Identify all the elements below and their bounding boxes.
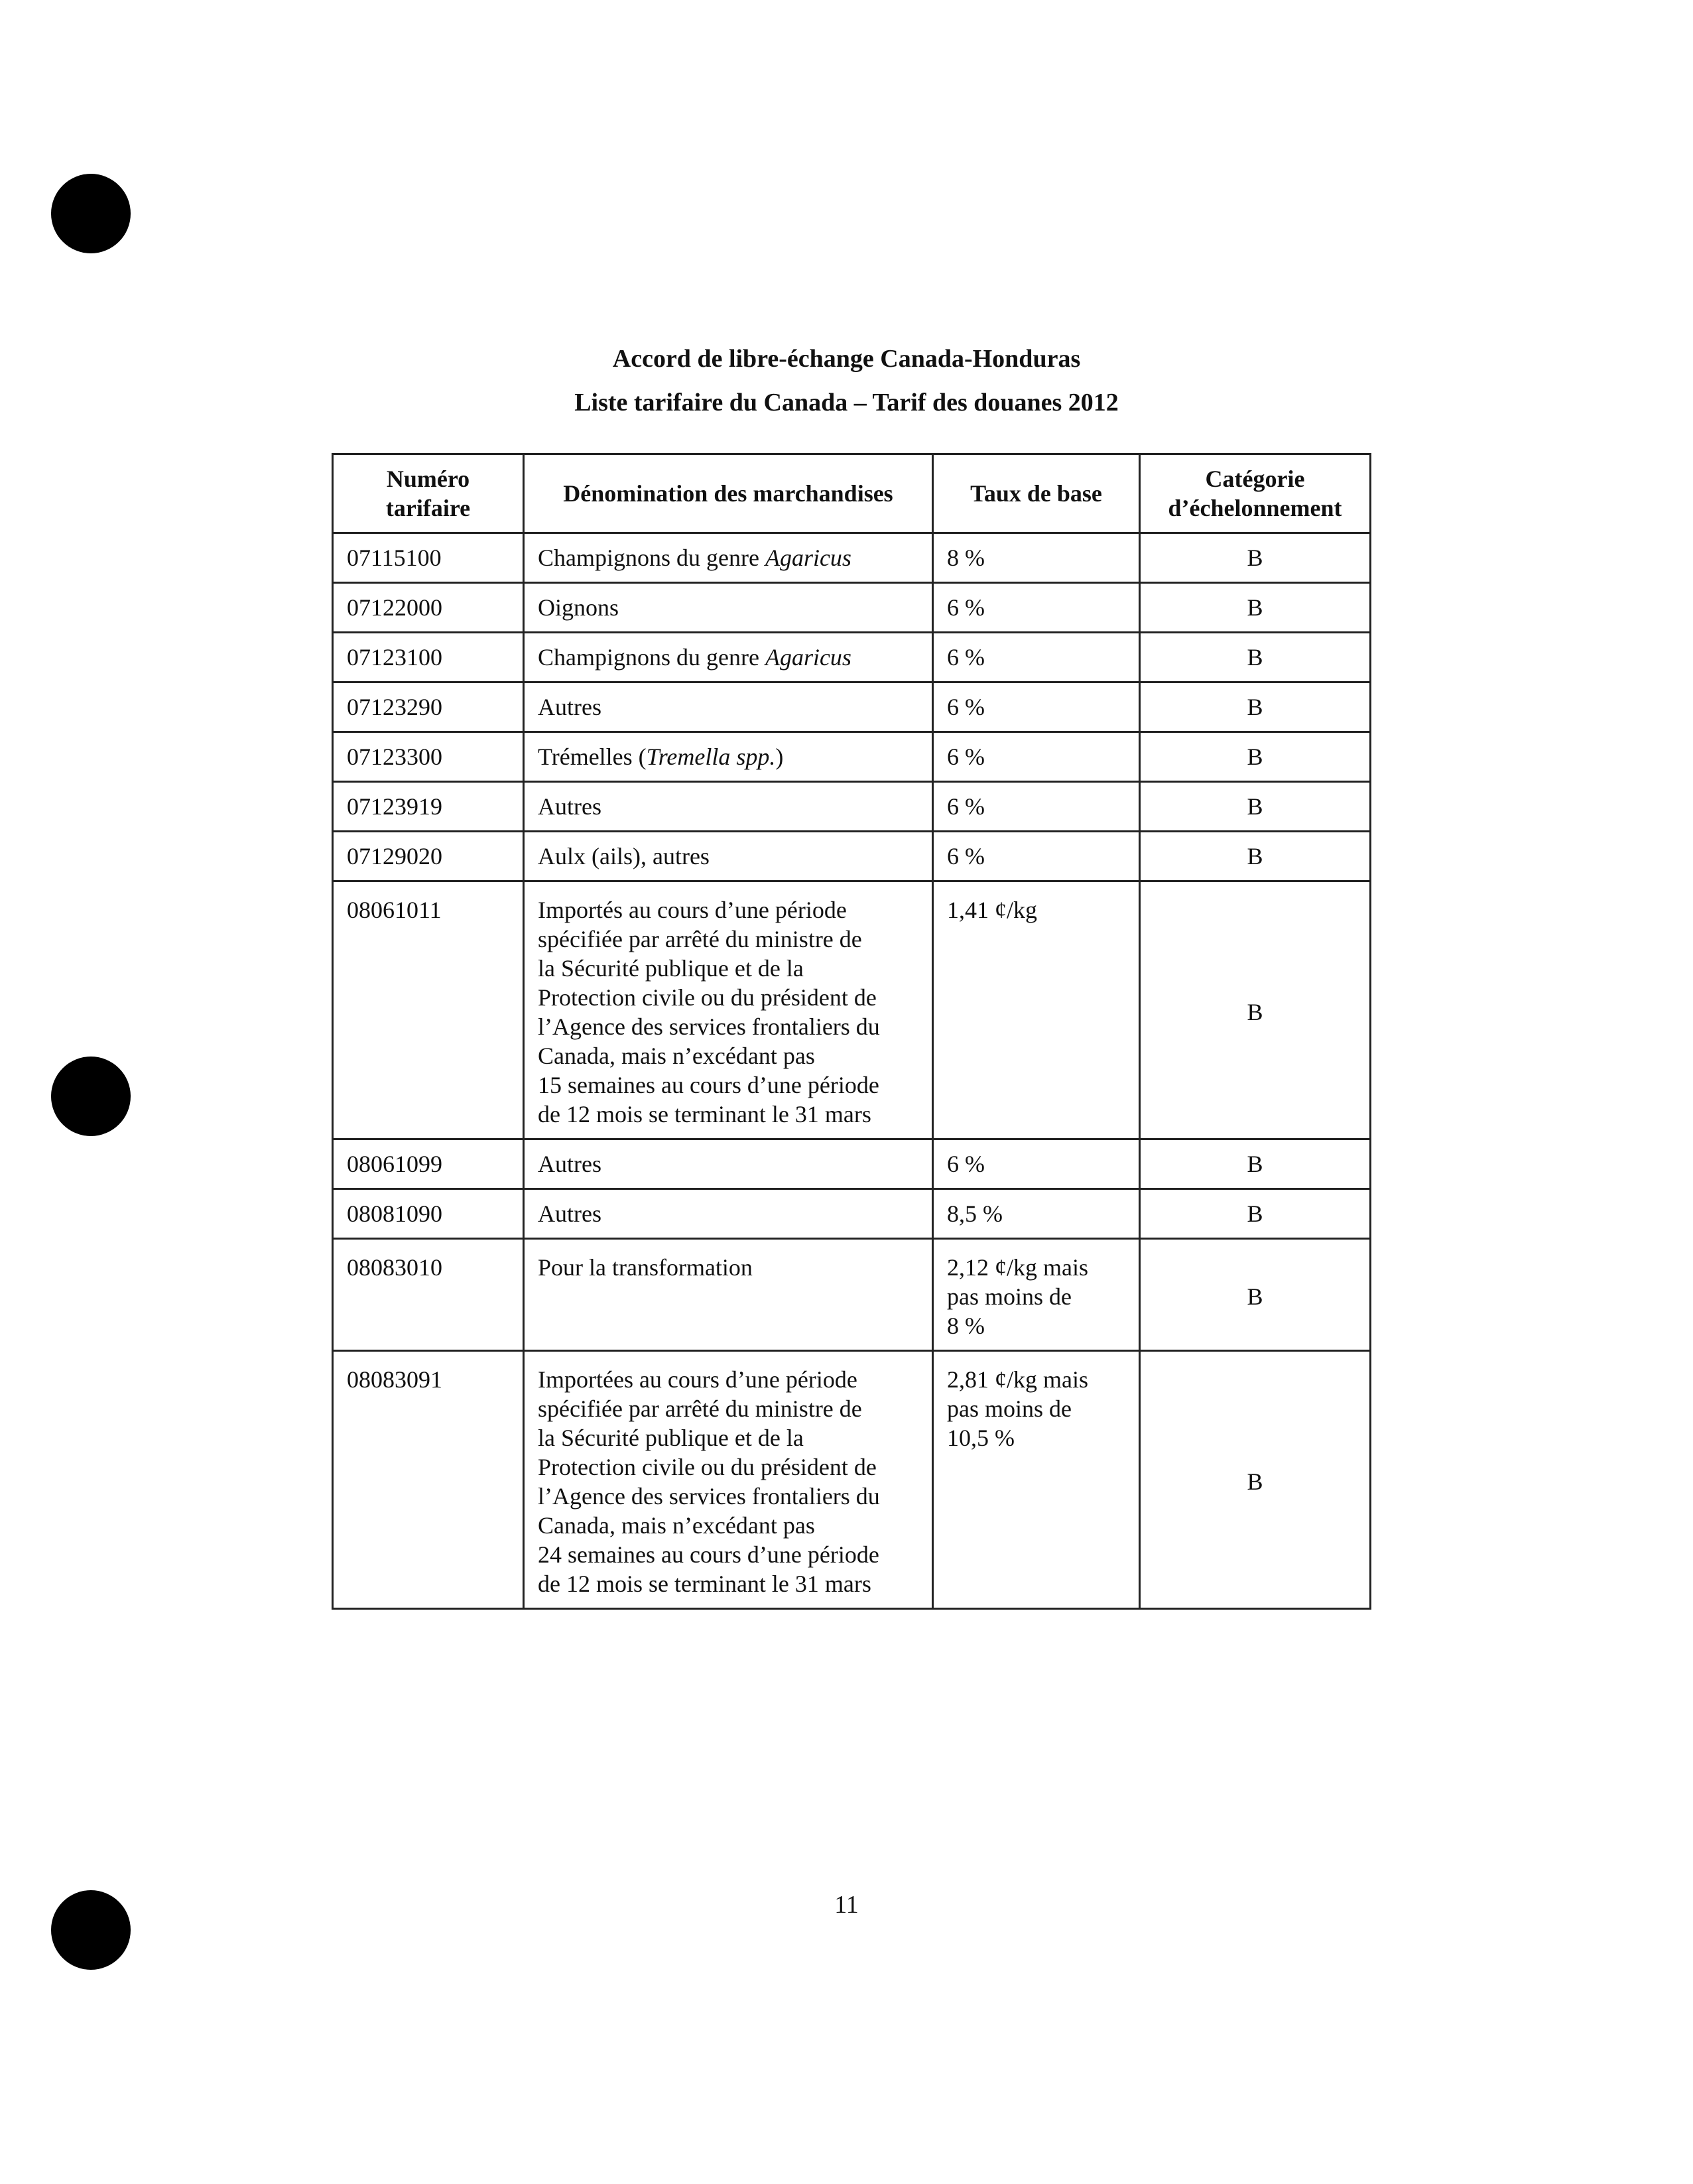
description-text: Trémelles ( <box>538 743 647 770</box>
staging-category-cell: B <box>1140 832 1371 881</box>
base-rate-cell: 6 % <box>933 633 1140 682</box>
base-rate-cell: 6 % <box>933 782 1140 832</box>
description-italic-text: Agaricus <box>765 545 851 571</box>
description-cell <box>524 682 933 732</box>
document-subtitle: Liste tarifaire du Canada – Tarif des douanes 2012 <box>574 389 1119 417</box>
tariff-number-cell: 07123300 <box>333 732 524 782</box>
tariff-number-cell: 07123919 <box>333 782 524 832</box>
description-text: Autres <box>538 694 601 720</box>
description-text: Importées au cours d’une période spécifiée par arrêté du ministre de la Sécurité publique et de la Protection civile ou du président de l’Agence des services frontaliers du Canada, mais n’excédant pas 24 semaines au cours d’une période de 12 mois se terminant le 31 mars <box>538 1366 880 1597</box>
document-title: Accord de libre-échange Canada-Honduras <box>612 345 1081 373</box>
tariff-table <box>332 453 1371 1610</box>
tariff-number-cell: 08061011 <box>333 881 524 1139</box>
description-text: Autres <box>538 1151 601 1177</box>
base-rate-cell: 8,5 % <box>933 1189 1140 1239</box>
column-header-staging-category <box>1140 454 1371 533</box>
staging-category-cell: B <box>1140 782 1371 832</box>
description-text: Oignons <box>538 594 619 621</box>
column-header-label: Numéro tarifaire <box>385 466 471 521</box>
description-cell <box>524 1139 933 1189</box>
column-header-label: Taux de base <box>970 480 1102 507</box>
page-number: 11 <box>834 1891 859 1919</box>
description-cell <box>524 832 933 881</box>
punch-hole-top <box>51 174 131 253</box>
base-rate-cell: 6 % <box>933 832 1140 881</box>
staging-category-cell: B <box>1140 533 1371 583</box>
description-cell <box>524 533 933 583</box>
column-header-description <box>524 454 933 533</box>
table-row <box>333 881 1371 1139</box>
description-cell <box>524 782 933 832</box>
description-suffix-text: ) <box>775 743 784 770</box>
description-text: Champignons du genre <box>538 545 765 571</box>
base-rate-cell: 8 % <box>933 533 1140 583</box>
description-italic-text: Tremella spp. <box>646 743 776 770</box>
staging-category-cell: B <box>1140 1239 1371 1351</box>
staging-category-cell: B <box>1140 633 1371 682</box>
description-text: Autres <box>538 793 601 820</box>
staging-category-cell: B <box>1140 881 1371 1139</box>
table-row <box>333 583 1371 633</box>
base-rate-cell: 6 % <box>933 1139 1140 1189</box>
column-header-tariff-number <box>333 454 524 533</box>
description-text: Aulx (ails), autres <box>538 843 710 869</box>
tariff-number-cell: 07122000 <box>333 583 524 633</box>
description-text: Importés au cours d’une période spécifiée par arrêté du ministre de la Sécurité publique et de la Protection civile ou du président de l’Agence des services frontaliers du Canada, mais n’excédant pas 15 semaines au cours d’une période de 12 mois se terminant le 31 mars <box>538 897 880 1127</box>
tariff-number-cell: 07123290 <box>333 682 524 732</box>
table-row <box>333 732 1371 782</box>
base-rate-cell: 2,81 ¢/kg mais pas moins de 10,5 % <box>933 1351 1140 1609</box>
staging-category-cell: B <box>1140 583 1371 633</box>
table-row <box>333 832 1371 881</box>
description-cell <box>524 633 933 682</box>
description-italic-text: Agaricus <box>765 644 851 671</box>
table-body <box>333 533 1371 1609</box>
staging-category-cell: B <box>1140 1139 1371 1189</box>
tariff-number-cell: 08083010 <box>333 1239 524 1351</box>
tariff-number-cell: 07129020 <box>333 832 524 881</box>
base-rate-cell: 6 % <box>933 732 1140 782</box>
staging-category-cell: B <box>1140 1189 1371 1239</box>
table-row <box>333 1189 1371 1239</box>
staging-category-cell: B <box>1140 1351 1371 1609</box>
tariff-number-cell: 08081090 <box>333 1189 524 1239</box>
table-row <box>333 782 1371 832</box>
description-cell <box>524 1351 933 1609</box>
description-text: Champignons du genre <box>538 644 765 671</box>
description-text: Pour la transformation <box>538 1254 753 1281</box>
description-text: Autres <box>538 1200 601 1227</box>
table-row <box>333 533 1371 583</box>
table-row <box>333 682 1371 732</box>
base-rate-cell: 6 % <box>933 583 1140 633</box>
description-cell <box>524 1189 933 1239</box>
table-header-row <box>333 454 1371 533</box>
table-row <box>333 1239 1371 1351</box>
staging-category-cell: B <box>1140 682 1371 732</box>
base-rate-cell: 2,12 ¢/kg mais pas moins de 8 % <box>933 1239 1140 1351</box>
description-cell <box>524 583 933 633</box>
table-row <box>333 1139 1371 1189</box>
tariff-number-cell: 07123100 <box>333 633 524 682</box>
base-rate-cell: 1,41 ¢/kg <box>933 881 1140 1139</box>
tariff-number-cell: 07115100 <box>333 533 524 583</box>
tariff-number-cell: 08083091 <box>333 1351 524 1609</box>
punch-hole-middle <box>51 1057 131 1136</box>
column-header-label: Dénomination des marchandises <box>563 480 893 507</box>
base-rate-cell: 6 % <box>933 682 1140 732</box>
tariff-number-cell: 08061099 <box>333 1139 524 1189</box>
description-cell <box>524 732 933 782</box>
column-header-label: Catégorie d’échelonnement <box>1168 466 1342 521</box>
staging-category-cell: B <box>1140 732 1371 782</box>
column-header-base-rate <box>933 454 1140 533</box>
description-cell <box>524 881 933 1139</box>
table-row <box>333 1351 1371 1609</box>
description-cell <box>524 1239 933 1351</box>
table-row <box>333 633 1371 682</box>
